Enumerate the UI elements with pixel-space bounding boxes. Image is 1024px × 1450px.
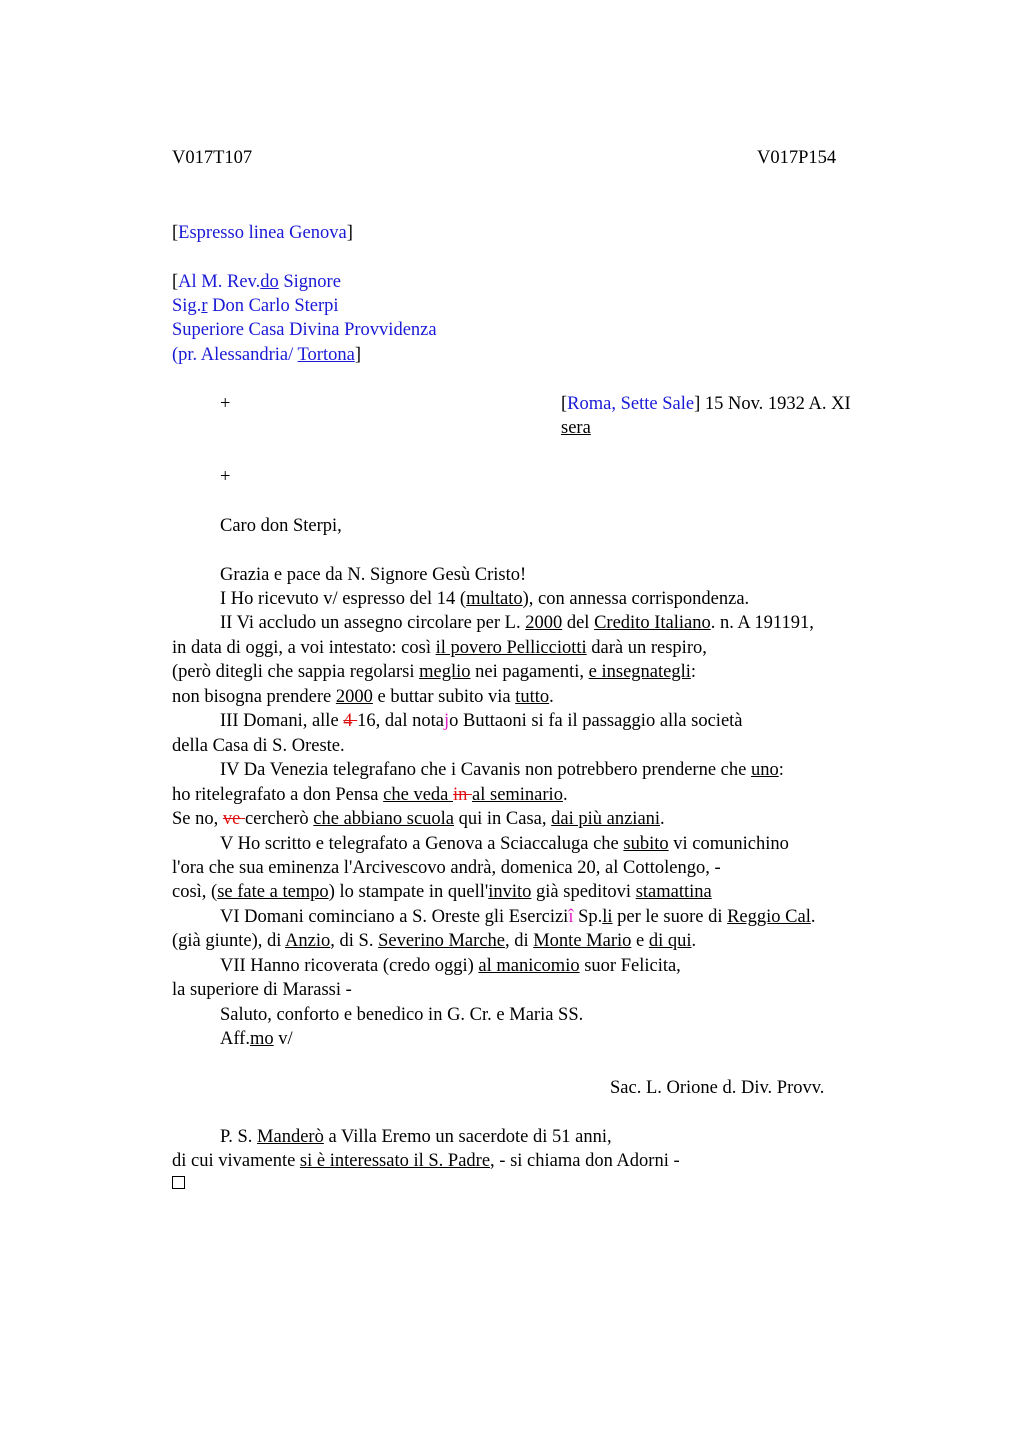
paragraph-7-line-1: VII Hanno ricoverata (credo oggi) al manicomio suor Felicita, (220, 956, 681, 976)
affectionate-line: Aff.mo v/ (220, 1029, 293, 1049)
cross-mark: + (220, 394, 231, 414)
salutation: Caro don Sterpi, (220, 516, 342, 536)
paragraph-2-line-2: in data di oggi, a voi intestato: così il povero Pellicciotti darà un respiro, (172, 638, 707, 658)
postscript-line-2: di cui vivamente si è interessato il S. Padre, - si chiama don Adorni - (172, 1151, 680, 1171)
paragraph-5-line-1: V Ho scritto e telegrafato a Genova a Sciaccaluga che subito vi comunichino (220, 834, 789, 854)
paragraph-4-line-1: IV Da Venezia telegrafano che i Cavanis non potrebbero prenderne che uno: (220, 760, 784, 780)
end-box-icon (172, 1176, 185, 1189)
paragraph-6-line-1: VI Domani cominciano a S. Oreste gli Eserciziî Sp.li per le suore di Reggio Cal. (220, 907, 816, 927)
paragraph-2-line-3: (però ditegli che sappia regolarsi meglio nei pagamenti, e insegnategli: (172, 662, 697, 682)
dateline-sera: sera (561, 418, 591, 438)
address-line-2: Sig.r Don Carlo Sterpi (172, 296, 339, 316)
paragraph-5-line-3: così, (se fate a tempo) lo stampate in quell'invito già speditovi stamattina (172, 882, 712, 902)
paragraph-3-line-1: III Domani, alle 4 16, dal notajo Buttaoni si fa il passaggio alla società (220, 711, 743, 731)
paragraph-6-line-2: (già giunte), di Anzio, di S. Severino Marche, di Monte Mario e di qui. (172, 931, 697, 951)
paragraph-4-line-2: ho ritelegrafato a don Pensa che veda in al seminario. (172, 785, 568, 805)
closing-line: Saluto, conforto e benedico in G. Cr. e Maria SS. (220, 1005, 584, 1025)
delivery-note: [Espresso linea Genova] (172, 223, 353, 243)
paragraph-1: I Ho ricevuto v/ espresso del 14 (multato), con annessa corrispondenza. (220, 589, 750, 609)
address-line-3: Superiore Casa Divina Provvidenza (172, 320, 437, 340)
document-code-left: V017T107 (172, 148, 253, 168)
paragraph-7-line-2: la superiore di Marassi - (172, 980, 352, 1000)
paragraph-4-line-3: Se no, ve cercherò che abbiano scuola qui in Casa, dai più anziani. (172, 809, 665, 829)
cross-mark-2: + (220, 467, 231, 487)
address-line-1: [Al M. Rev.do Signore (172, 272, 341, 292)
paragraph-3-line-2: della Casa di S. Oreste. (172, 736, 345, 756)
dateline: [Roma, Sette Sale] 15 Nov. 1932 A. XI (561, 394, 851, 414)
paragraph-2-line-1: II Vi accludo un assegno circolare per L. 2000 del Credito Italiano. n. A 191191, (220, 613, 814, 633)
greeting-line: Grazia e pace da N. Signore Gesù Cristo! (220, 565, 527, 585)
postscript-line-1: P. S. Manderò a Villa Eremo un sacerdote di 51 anni, (220, 1127, 612, 1147)
signature: Sac. L. Orione d. Div. Provv. (610, 1078, 825, 1098)
document-code-right: V017P154 (757, 148, 837, 168)
paragraph-2-line-4: non bisogna prendere 2000 e buttar subito via tutto. (172, 687, 554, 707)
address-line-4: (pr. Alessandria/ Tortona] (172, 345, 361, 365)
paragraph-5-line-2: l'ora che sua eminenza l'Arcivescovo andrà, domenica 20, al Cottolengo, - (172, 858, 721, 878)
